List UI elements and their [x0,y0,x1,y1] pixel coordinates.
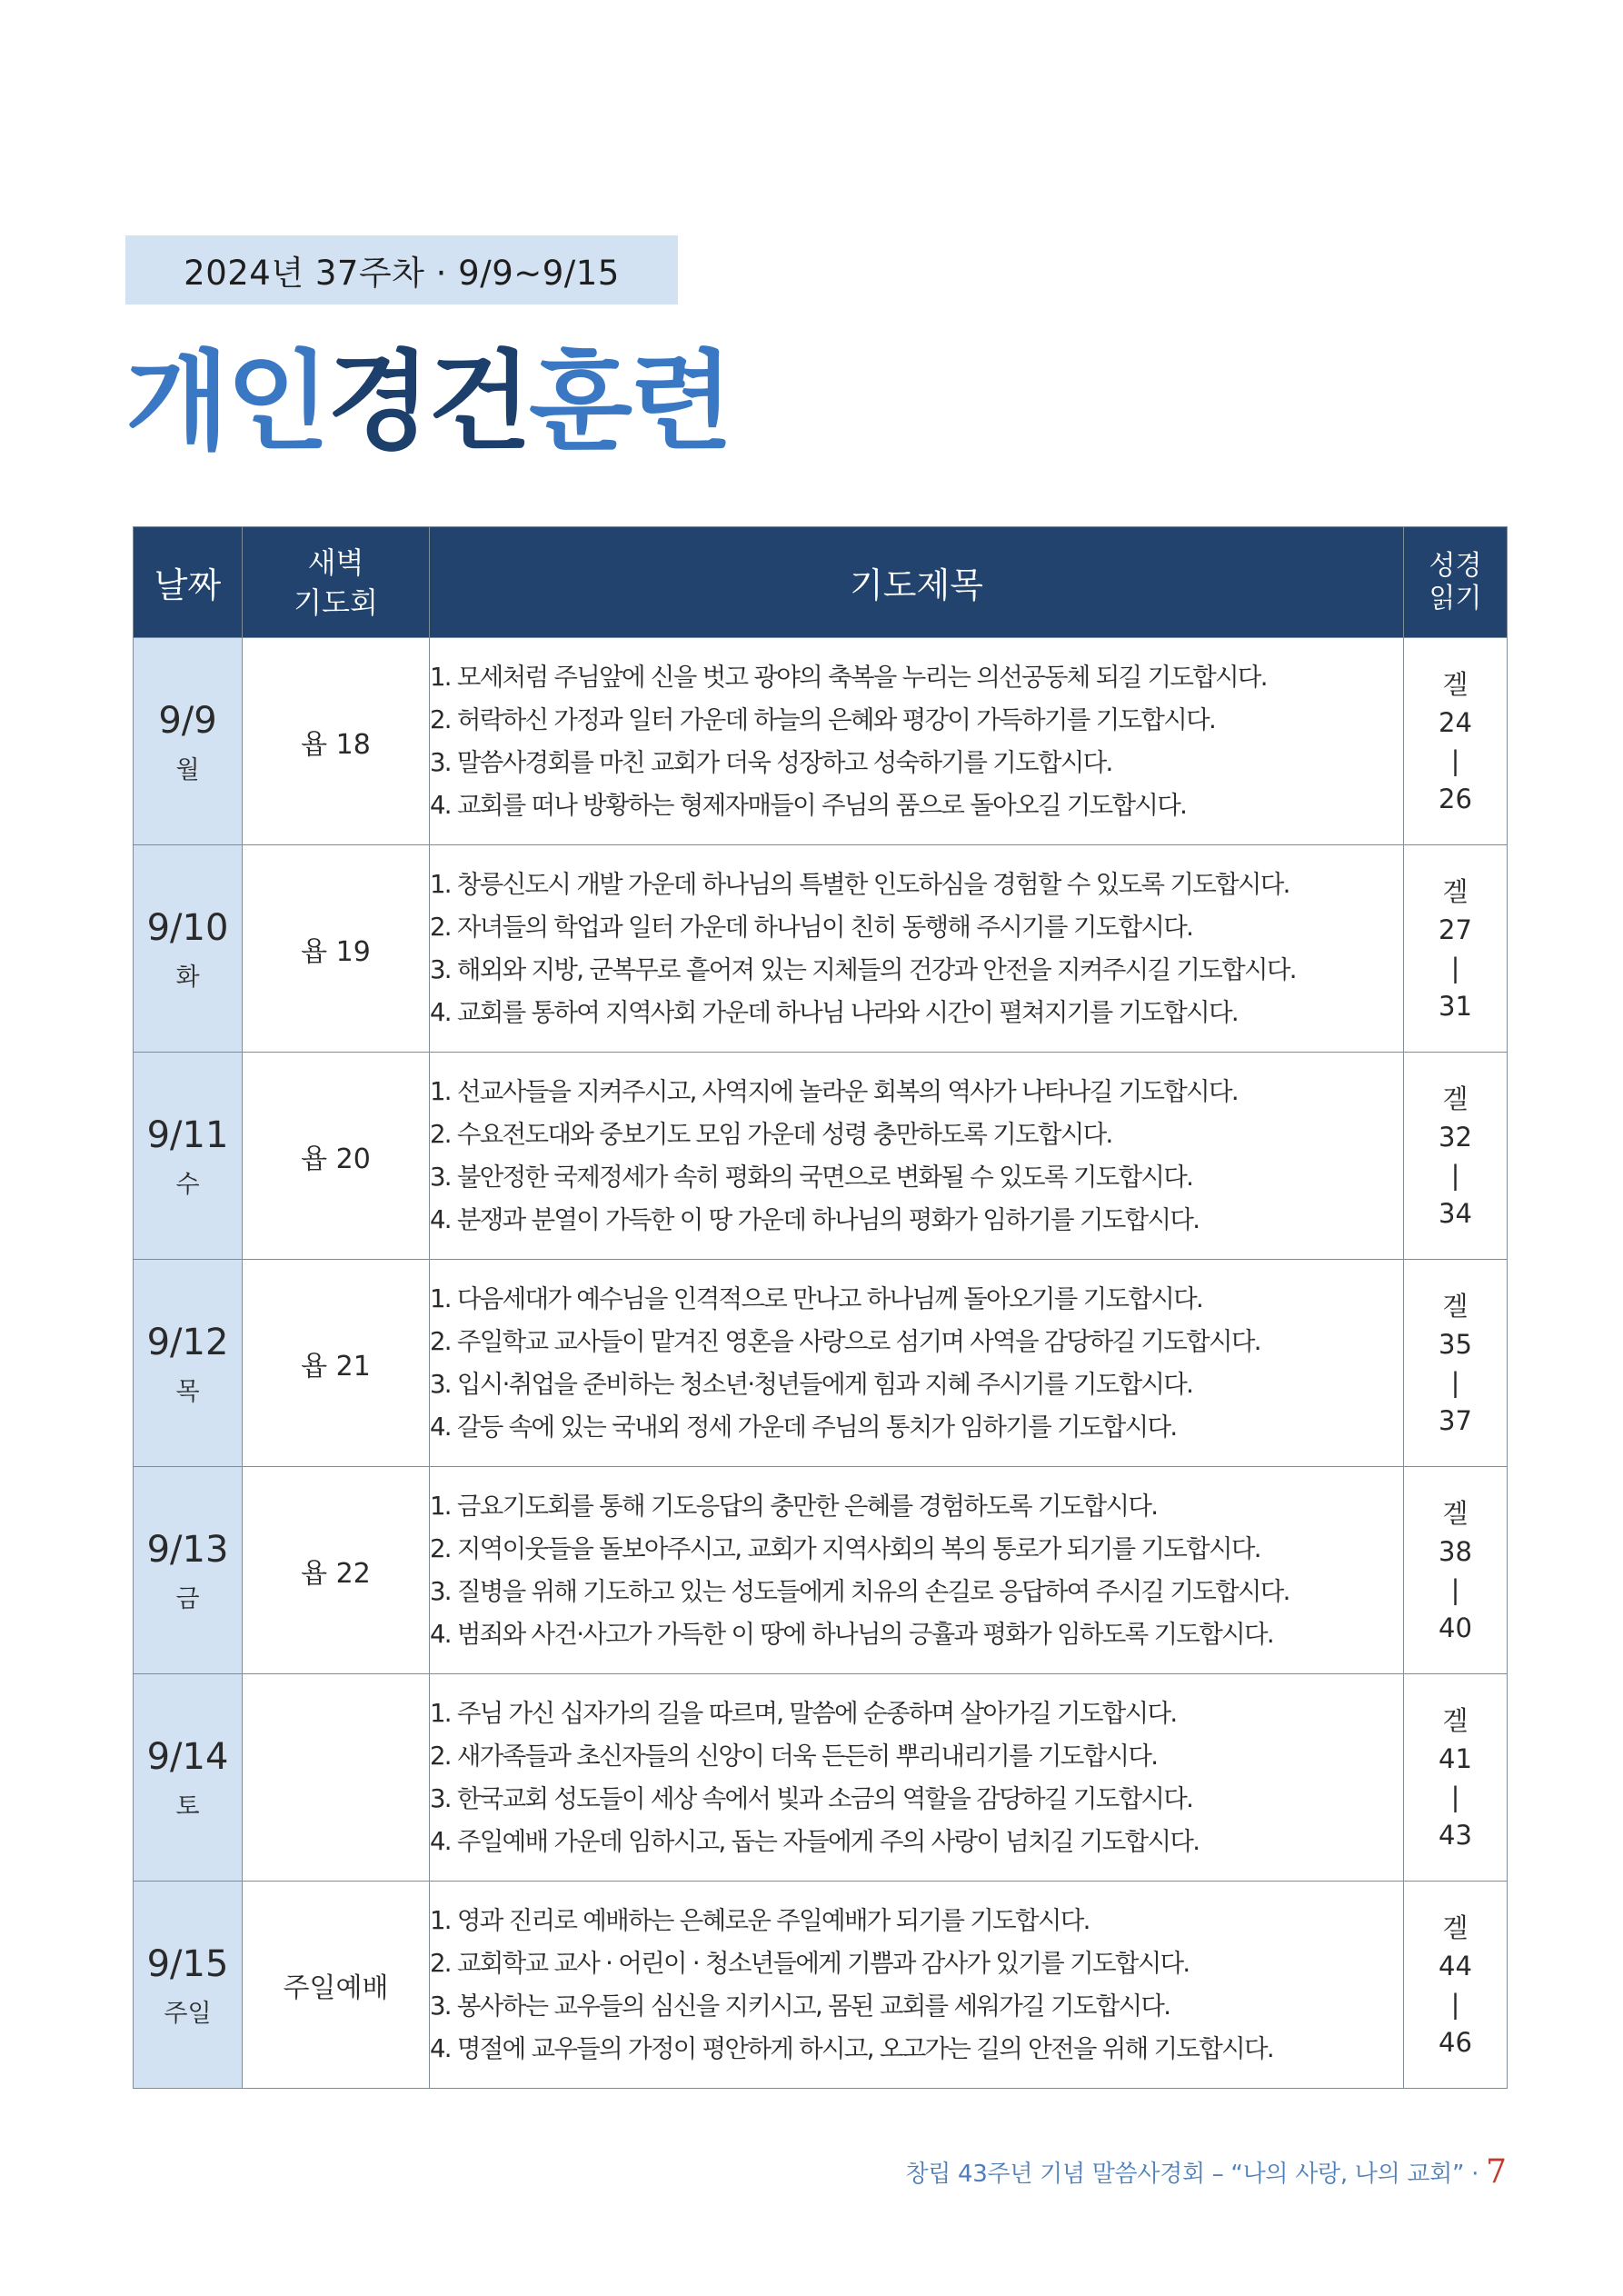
prayer-item: 4. 분쟁과 분열이 가득한 이 땅 가운데 하나님의 평화가 임하기를 기도합시다. [430,1204,1200,1234]
prayer-topics-cell [430,1674,1404,1882]
bible-reading-cell [1404,845,1508,1053]
page-footer [905,2149,1507,2194]
table-row [134,1053,1508,1260]
day-of-week: 월 [175,755,200,784]
prayer-item: 3. 말씀사경회를 마친 교회가 더욱 성장하고 성숙하기를 기도합시다. [430,747,1112,777]
prayer-item: 3. 해외와 지방, 군복무로 흩어져 있는 지체들의 건강과 안전을 지켜주시길 기도합시다. [430,954,1296,984]
bible-book: 겔 [1442,1290,1469,1322]
date-cell [134,1053,243,1260]
bible-book: 겔 [1442,1083,1469,1114]
bible-range-bar: | [1450,1781,1460,1812]
prayer-item: 1. 금요기도회를 통해 기도응답의 충만한 은혜를 경험하도록 기도합시다. [430,1491,1158,1521]
prayer-topics-cell [430,1053,1404,1260]
prayer-item: 2. 지역이웃들을 돌보아주시고, 교회가 지역사회의 복의 통로가 되기를 기도합시다. [430,1533,1260,1563]
dawn-passage: 주일예배 [283,1972,389,2004]
prayer-schedule-table [133,526,1508,2089]
bible-start-chapter: 32 [1439,1121,1472,1153]
date-value: 9/13 [146,1528,229,1571]
dawn-prayer-cell [243,845,430,1053]
date-cell [134,1674,243,1882]
prayer-item: 1. 선교사들을 지켜주시고, 사역지에 놀라운 회복의 역사가 나타나길 기도합시다. [430,1076,1238,1106]
prayer-item: 4. 범죄와 사건·사고가 가득한 이 땅에 하나님의 긍휼과 평화가 임하도록 기도합시다. [430,1619,1273,1649]
bible-book: 겔 [1442,1497,1469,1529]
prayer-item: 1. 주님 가신 십자가의 길을 따르며, 말씀에 순종하며 살아가길 기도합시다. [430,1698,1177,1728]
bible-reading-cell [1404,1674,1508,1882]
prayer-item: 4. 교회를 통하여 지역사회 가운데 하나님 나라와 시간이 펼쳐지기를 기도합시다. [430,997,1238,1027]
day-of-week: 주일 [164,1999,212,2028]
day-of-week: 수 [175,1170,200,1199]
bible-end-chapter: 43 [1439,1819,1472,1851]
prayer-item: 2. 허락하신 가정과 일터 가운데 하늘의 은혜와 평강이 가득하기를 기도합시다. [430,704,1216,734]
date-cell [134,1882,243,2089]
header-bible-line1: 성경 [1429,549,1482,582]
bible-reading-cell [1404,1260,1508,1467]
week-label: 2024년 37주차 · 9/9~9/15 [184,254,620,293]
bible-book: 겔 [1442,1704,1469,1736]
bible-reading-cell [1404,1467,1508,1674]
header-dawn-prayer [243,527,430,638]
bible-start-chapter: 41 [1439,1742,1472,1774]
dawn-passage: 욥 22 [301,1557,371,1590]
bible-book: 겔 [1442,668,1469,700]
table-row [134,1882,1508,2089]
prayer-item: 2. 주일학교 교사들이 맡겨진 영혼을 사랑으로 섬기며 사역을 감당하길 기도합시다. [430,1326,1260,1356]
prayer-item: 4. 교회를 떠나 방황하는 형제자매들이 주님의 품으로 돌아오길 기도합시다. [430,790,1187,820]
bible-end-chapter: 40 [1439,1612,1472,1643]
title-part-1: 개인 [125,339,327,464]
dawn-prayer-cell [243,1053,430,1260]
dawn-prayer-cell [243,1882,430,2089]
prayer-item: 2. 자녀들의 학업과 일터 가운데 하나님이 친히 동행해 주시기를 기도합시다. [430,912,1193,942]
header-date: 날짜 [134,527,243,638]
prayer-topics-cell [430,1882,1404,2089]
date-value: 9/15 [146,1942,229,1985]
dawn-prayer-cell [243,1260,430,1467]
prayer-item: 1. 다음세대가 예수님을 인격적으로 만나고 하나님께 돌아오기를 기도합시다. [430,1283,1202,1313]
bible-start-chapter: 35 [1439,1328,1472,1360]
prayer-item: 2. 새가족들과 초신자들의 신앙이 더욱 든든히 뿌리내리기를 기도합시다. [430,1741,1158,1771]
header-prayer-topics: 기도제목 [430,527,1404,638]
bible-reading-cell [1404,1053,1508,1260]
bible-range-bar: | [1450,1159,1460,1191]
bible-end-chapter: 46 [1439,2026,1472,2058]
bible-range-bar: | [1450,744,1460,776]
week-badge [125,235,678,304]
prayer-topics-cell [430,1467,1404,1674]
table-row [134,1674,1508,1882]
dawn-passage: 욥 21 [301,1350,371,1383]
table-row [134,845,1508,1053]
dawn-passage: 욥 18 [301,728,371,761]
prayer-topics-cell [430,1260,1404,1467]
prayer-item: 2. 교회학교 교사 · 어린이 · 청소년들에게 기쁨과 감사가 있기를 기도합시다. [430,1948,1190,1978]
bible-book: 겔 [1442,1912,1469,1943]
header-bible-reading [1404,527,1508,638]
prayer-item: 4. 명절에 교우들의 가정이 평안하게 하시고, 오고가는 길의 안전을 위해 기도합시다. [430,2033,1273,2063]
header-bible-line2: 읽기 [1429,582,1482,614]
prayer-item: 1. 영과 진리로 예배하는 은혜로운 주일예배가 되기를 기도합시다. [430,1905,1090,1935]
bible-start-chapter: 24 [1439,706,1472,738]
dawn-passage: 욥 20 [301,1143,371,1175]
day-of-week: 토 [175,1792,200,1821]
table-header-row [134,527,1508,638]
bible-range-bar: | [1450,1573,1460,1605]
prayer-item: 3. 질병을 위해 기도하고 있는 성도들에게 치유의 손길로 응답하여 주시길 기도합시다. [430,1576,1289,1606]
bible-start-chapter: 27 [1439,913,1472,945]
title-part-3: 훈련 [528,339,731,464]
dawn-passage: 욥 19 [301,935,371,968]
header-dawn-line2: 기도회 [294,584,378,620]
day-of-week: 화 [175,963,200,992]
title-part-2: 경건 [326,339,529,464]
prayer-item: 4. 갈등 속에 있는 국내외 정세 가운데 주님의 통치가 임하기를 기도합시다. [430,1412,1177,1442]
date-value: 9/12 [146,1321,229,1363]
date-value: 9/9 [158,699,217,742]
table-row [134,638,1508,845]
footer-text: 창립 43주년 기념 말씀사경회 – “나의 사랑, 나의 교회” · [905,2160,1479,2188]
date-cell [134,638,243,845]
bible-range-bar: | [1450,1988,1460,2020]
bible-range-bar: | [1450,952,1460,983]
date-value: 9/14 [146,1735,229,1778]
dawn-prayer-cell [243,1674,430,1882]
bible-end-chapter: 26 [1439,783,1472,814]
table-row [134,1260,1508,1467]
prayer-item: 3. 한국교회 성도들이 세상 속에서 빛과 소금의 역할을 감당하길 기도합시다. [430,1783,1193,1813]
prayer-topics-cell [430,638,1404,845]
bible-start-chapter: 38 [1439,1535,1472,1567]
day-of-week: 목 [175,1377,200,1406]
dawn-prayer-cell [243,1467,430,1674]
bible-range-bar: | [1450,1366,1460,1398]
bible-end-chapter: 34 [1439,1197,1472,1229]
day-of-week: 금 [175,1584,200,1613]
date-cell [134,845,243,1053]
bible-book: 겔 [1442,875,1469,907]
prayer-item: 3. 불안정한 국제정세가 속히 평화의 국면으로 변화될 수 있도록 기도합시다. [430,1162,1193,1192]
date-cell [134,1467,243,1674]
bible-end-chapter: 37 [1439,1404,1472,1436]
table-row [134,1467,1508,1674]
bible-reading-cell [1404,1882,1508,2089]
page-number: 7 [1486,2152,1507,2191]
bible-start-chapter: 44 [1439,1950,1472,1982]
date-value: 9/10 [146,906,229,949]
prayer-item: 3. 봉사하는 교우들의 심신을 지키시고, 몸된 교회를 세워가길 기도합시다. [430,1991,1170,2021]
date-cell [134,1260,243,1467]
prayer-topics-cell [430,845,1404,1053]
prayer-item: 2. 수요전도대와 중보기도 모임 가운데 성령 충만하도록 기도합시다. [430,1119,1112,1149]
page-title [125,338,731,465]
date-value: 9/11 [146,1113,229,1156]
header-dawn-line1: 새벽 [307,544,364,580]
prayer-item: 3. 입시·취업을 준비하는 청소년·청년들에게 힘과 지혜 주시기를 기도합시다. [430,1369,1193,1399]
prayer-item: 1. 모세처럼 주님앞에 신을 벗고 광야의 축복을 누리는 의선공동체 되길 기도합시다. [430,662,1267,692]
prayer-item: 4. 주일예배 가운데 임하시고, 돕는 자들에게 주의 사랑이 넘치길 기도합시다. [430,1826,1200,1856]
prayer-item: 1. 창릉신도시 개발 가운데 하나님의 특별한 인도하심을 경험할 수 있도록 기도합시다. [430,869,1289,899]
dawn-prayer-cell [243,638,430,845]
bible-reading-cell [1404,638,1508,845]
bible-end-chapter: 31 [1439,990,1472,1022]
